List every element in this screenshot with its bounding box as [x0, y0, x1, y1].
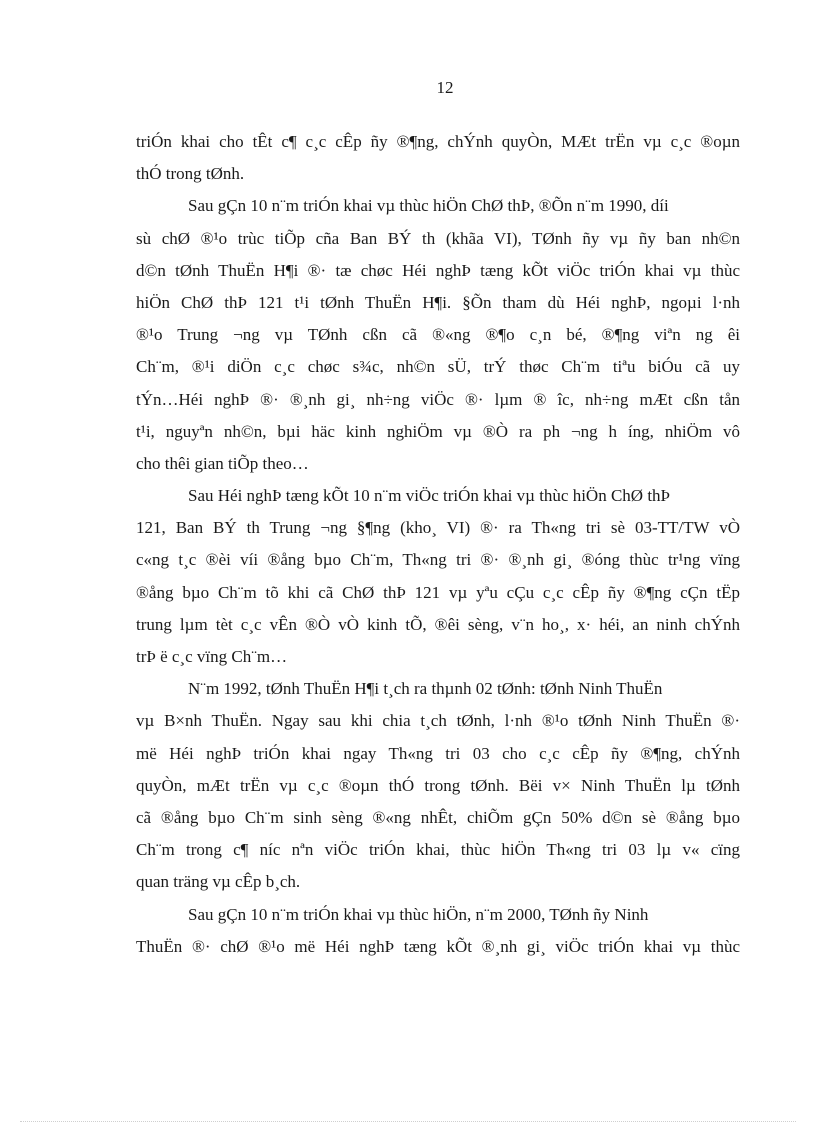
- text-line: hiÖn ChØ thÞ 121 t¹i tØnh ThuËn H¶i. §Õn tham dù Héi nghÞ, ngoµi l·nh: [136, 292, 740, 312]
- page-number: 12: [436, 78, 454, 97]
- text-line: sù chØ ®¹o trùc tiÕp cña Ban BÝ th (khãa VI), TØnh ñy vµ ñy ban nh©n: [136, 228, 740, 248]
- text-line: më Héi nghÞ triÓn khai ngay Th«ng tri 03 cho c¸c cÊp ñy ®¶ng, chÝnh: [136, 743, 740, 763]
- page-bottom-divider: [20, 1121, 796, 1122]
- text-line: Sau Héi nghÞ tæng kÕt 10 n¨m viÖc triÓn khai vµ thùc hiÖn ChØ thÞ: [188, 486, 671, 506]
- text-line: quan träng vµ cÊp b¸ch.: [136, 872, 301, 892]
- text-line: tÝn…Héi nghÞ ®· ®¸nh gi¸ nh÷ng viÖc ®· lµm ® îc, nh÷ng mÆt cßn tån: [136, 389, 740, 409]
- text-line: ®ång bµo Ch¨m tõ khi cã ChØ thÞ 121 vµ yªu cÇu c¸c cÊp ñy ®¶ng cÇn tËp: [136, 582, 740, 602]
- document-body: [136, 126, 740, 963]
- text-line: ®¹o Trung ¬ng vµ TØnh cßn cã ®«ng ®¶o c¸n bé, ®¶ng viªn ng êi: [136, 325, 740, 345]
- text-line: thÓ trong tØnh.: [136, 164, 245, 184]
- text-line: Ch¨m, ®¹i diÖn c¸c chøc s¾c, nh©n sÜ, trÝ thøc Ch¨m tiªu biÓu cã uy: [136, 357, 740, 377]
- text-line: trÞ ë c¸c vïng Ch¨m…: [136, 647, 288, 666]
- text-line: vµ B×nh ThuËn. Ngay sau khi chia t¸ch tØnh, l·nh ®¹o tØnh Ninh ThuËn ®·: [136, 711, 740, 731]
- text-line: d©n tØnh ThuËn H¶i ®· tæ chøc Héi nghÞ tæng kÕt viÖc triÓn khai vµ thùc: [136, 260, 740, 280]
- text-line: Sau gÇn 10 n¨m triÓn khai vµ thùc hiÖn, n¨m 2000, TØnh ñy Ninh: [188, 904, 649, 924]
- text-line: Sau gÇn 10 n¨m triÓn khai vµ thùc hiÖn ChØ thÞ, ®Õn n¨m 1990, díi: [188, 196, 669, 216]
- text-line: cã ®ång bµo Ch¨m sinh sèng ®«ng nhÊt, chiÕm gÇn 50% d©n sè ®ång bµo: [136, 807, 740, 827]
- text-line: t¹i, nguyªn nh©n, bµi häc kinh nghiÖm vµ ®Ò ra ph ¬ng h íng, nhiÖm vô: [136, 421, 740, 441]
- text-line: c«ng t¸c ®èi víi ®ång bµo Ch¨m, Th«ng tri ®· ®¸nh gi¸ ®óng thùc tr¹ng vïng: [136, 550, 740, 570]
- text-line: quyÒn, mÆt trËn vµ c¸c ®oµn thÓ trong tØnh. Bëi v× Ninh ThuËn lµ tØnh: [136, 775, 740, 795]
- text-line: Ch¨m trong c¶ níc nªn viÖc triÓn khai, thùc hiÖn Th«ng tri 03 lµ v« cïng: [136, 840, 740, 860]
- text-line: 121, Ban BÝ th Trung ¬ng §¶ng (kho¸ VI) ®· ra Th«ng tri sè 03-TT/TW vÒ: [136, 518, 740, 538]
- text-line: trung lµm tèt c¸c vÊn ®Ò vÒ kinh tÕ, ®êi sèng, v¨n ho¸, x· héi, an ninh chÝnh: [136, 614, 740, 634]
- text-line: triÓn khai cho tÊt c¶ c¸c cÊp ñy ®¶ng, chÝnh quyÒn, MÆt trËn vµ c¸c ®oµn: [136, 132, 740, 151]
- text-line: N¨m 1992, tØnh ThuËn H¶i t¸ch ra thµnh 02 tØnh: tØnh Ninh ThuËn: [188, 679, 663, 699]
- text-line: cho thêi gian tiÕp theo…: [136, 453, 309, 473]
- text-line: ThuËn ®· chØ ®¹o më Héi nghÞ tæng kÕt ®¸nh gi¸ viÖc triÓn khai vµ thùc: [136, 936, 740, 956]
